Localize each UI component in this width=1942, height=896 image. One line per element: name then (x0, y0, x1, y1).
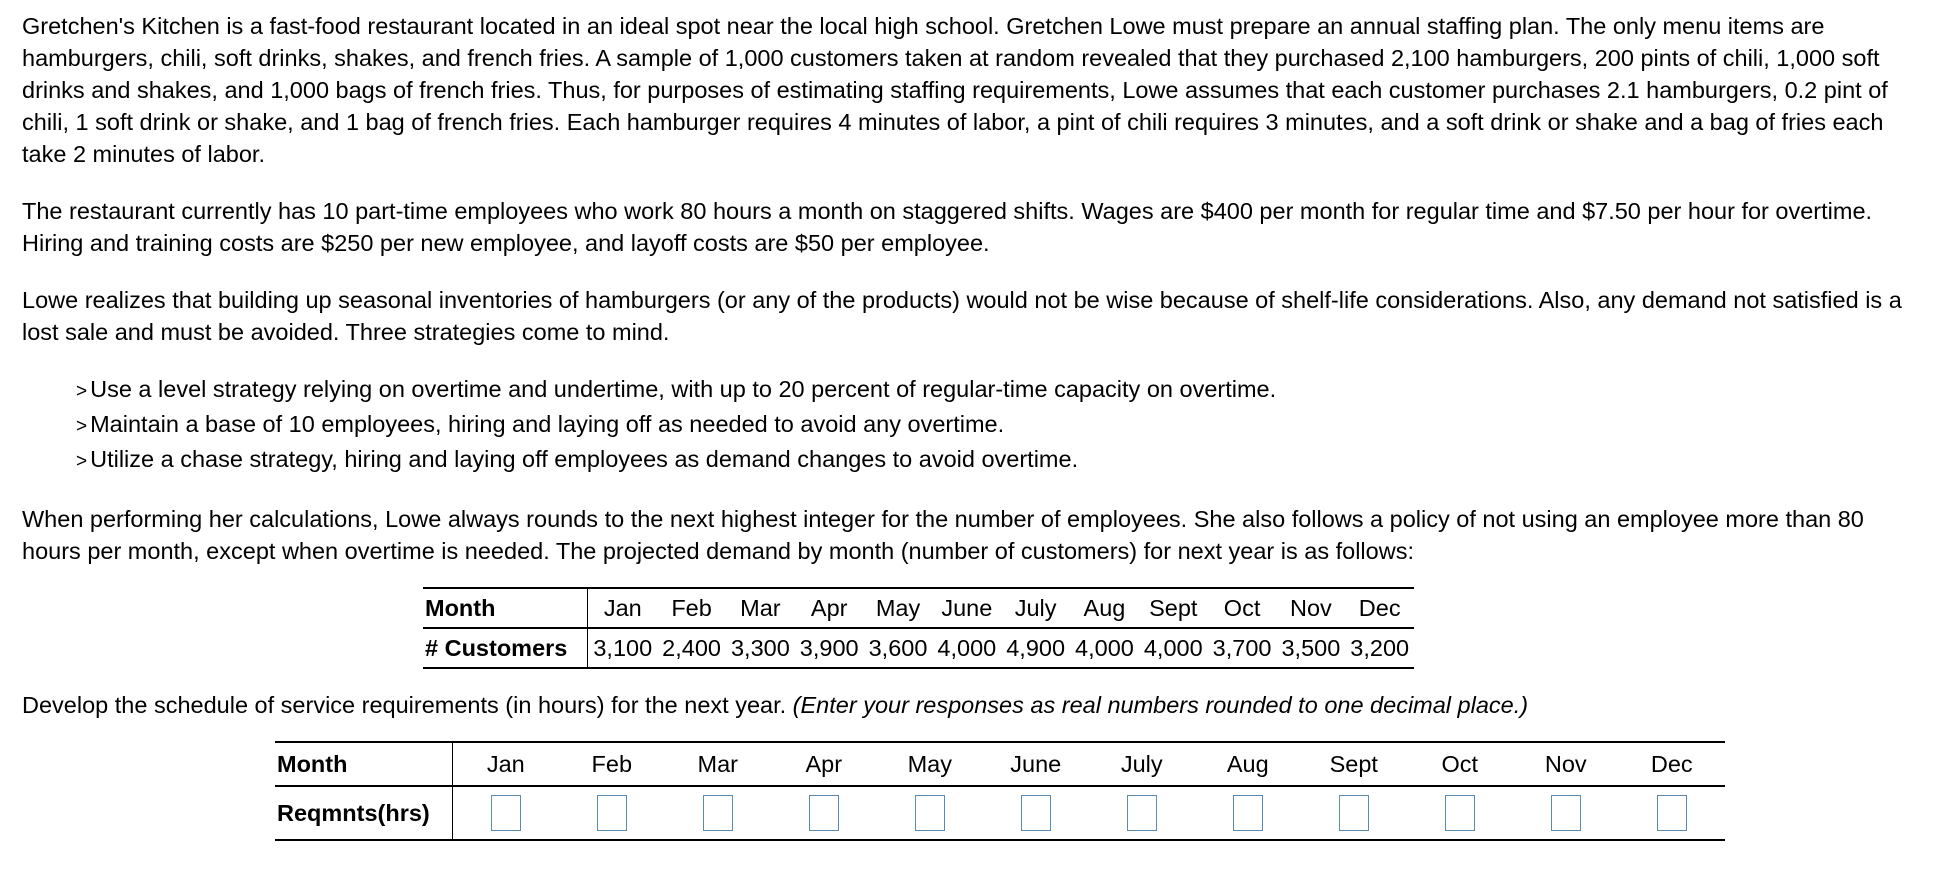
requirements-table-wrap (22, 741, 1920, 841)
bullet-marker: > (76, 416, 88, 437)
requirements-row-label: Reqmnts(hrs) (275, 786, 452, 840)
customers-value: 4,900 (1006, 635, 1066, 661)
demand-month: Aug (1070, 588, 1139, 628)
demand-month: Jan (588, 588, 657, 628)
requirements-month: June (983, 742, 1089, 786)
demand-month: Sept (1139, 588, 1208, 628)
june-requirement-input[interactable] (1021, 795, 1051, 831)
strategy-item (76, 443, 1920, 478)
requirements-month: Feb (559, 742, 665, 786)
dec-requirement-input[interactable] (1657, 795, 1687, 831)
demand-month: June (932, 588, 1001, 628)
requirements-header-row (275, 742, 1725, 786)
staffing-paragraph: The restaurant currently has 10 part-time employees who work 80 hours a month on staggered shifts. Wages are $400 per month for regular time and $7.50 per hour for overtime. Hiring and training costs are $250 per new employee, and layoff costs are $50 per employee. (22, 198, 1873, 256)
customers-value: 4,000 (1075, 635, 1134, 661)
strategy-text: Maintain a base of 10 employees, hiring and laying off as needed to avoid any overtime. (90, 411, 1005, 437)
customers-value: 4,000 (1143, 635, 1203, 661)
demand-month: Dec (1345, 588, 1414, 628)
requirements-month: Oct (1407, 742, 1513, 786)
oct-requirement-input[interactable] (1445, 795, 1475, 831)
nov-requirement-input[interactable] (1551, 795, 1581, 831)
bullet-marker: > (76, 451, 88, 472)
customers-value: 3,900 (799, 635, 859, 661)
instruction-text: Develop the schedule of service requirements (in hours) for the next year. (22, 692, 787, 718)
requirements-input-row (275, 786, 1725, 840)
mar-requirement-input[interactable] (703, 795, 733, 831)
requirements-month: Jan (452, 742, 559, 786)
customers-value: 2,400 (662, 635, 721, 661)
may-requirement-input[interactable] (915, 795, 945, 831)
demand-customers-row (423, 628, 1414, 668)
requirements-month: Mar (665, 742, 771, 786)
requirements-month: May (877, 742, 983, 786)
sept-requirement-input[interactable] (1339, 795, 1369, 831)
demand-month: Oct (1208, 588, 1277, 628)
requirements-header-label: Month (275, 742, 452, 786)
requirements-month: Aug (1195, 742, 1301, 786)
requirements-month: Dec (1619, 742, 1725, 786)
customers-value: 3,600 (868, 635, 928, 661)
feb-requirement-input[interactable] (597, 795, 627, 831)
strategy-text: Use a level strategy relying on overtime and undertime, with up to 20 percent of regular-time capacity on overtime. (90, 376, 1277, 402)
demand-table-wrap (22, 587, 1920, 669)
strategy-list (76, 373, 1920, 478)
demand-month: Feb (657, 588, 726, 628)
demand-month: Mar (726, 588, 795, 628)
jan-requirement-input[interactable] (491, 795, 521, 831)
demand-header-label: Month (423, 588, 588, 628)
demand-month: Apr (795, 588, 864, 628)
requirements-table (275, 741, 1725, 841)
demand-header-row (423, 588, 1414, 628)
requirements-month: July (1089, 742, 1195, 786)
requirements-month: Sept (1301, 742, 1407, 786)
requirements-month: Nov (1513, 742, 1619, 786)
customers-value: 3,100 (593, 635, 653, 661)
bullet-marker: > (76, 381, 88, 402)
demand-month: May (864, 588, 933, 628)
instruction (22, 689, 1920, 721)
demand-table (423, 587, 1414, 669)
inventory-paragraph: Lowe realizes that building up seasonal inventories of hamburgers (or any of the products) would not be wise because of shelf-life considerations. Also, any demand not satisfied is a lost sale and must be avoided. Three strategies come to mind. (22, 287, 1902, 345)
intro-paragraph: Gretchen's Kitchen is a fast-food restaurant located in an ideal spot near the local high school. Gretchen Lowe must prepare an annual staffing plan. The only menu items are hamburgers, chili, soft drinks, shakes, and french fries. A sample of 1,000 customers taken at random revealed that they purchased 2,100 hamburgers, 200 pints of chili, 1,000 soft drinks and shakes, and 1,000 bags of french fries. Thus, for purposes of estimating staffing requirements, Lowe assumes that each customer purchases 2.1 hamburgers, 0.2 pint of chili, 1 soft drink or shake, and 1 bag of french fries. Each hamburger requires 4 minutes of labor, a pint of chili requires 3 minutes, and a soft drink or shake and a bag of fries each take 2 minutes of labor. (22, 13, 1888, 167)
apr-requirement-input[interactable] (809, 795, 839, 831)
customers-row-label: # Customers (423, 628, 588, 668)
strategy-item (76, 373, 1920, 408)
customers-value: 3,200 (1350, 635, 1410, 661)
strategy-text: Utilize a chase strategy, hiring and laying off employees as demand changes to avoid overtime. (90, 446, 1079, 472)
customers-value: 3,300 (730, 635, 790, 661)
strategy-item (76, 408, 1920, 443)
policy-paragraph: When performing her calculations, Lowe always rounds to the next highest integer for the number of employees. She also follows a policy of not using an employee more than 80 hours per month, except when overtime is needed. The projected demand by month (number of customers) for next year is as follows: (22, 506, 1864, 564)
instruction-note: (Enter your responses as real numbers rounded to one decimal place.) (792, 692, 1529, 718)
customers-value: 4,000 (937, 635, 997, 661)
requirements-month: Apr (771, 742, 877, 786)
july-requirement-input[interactable] (1127, 795, 1157, 831)
demand-month: July (1001, 588, 1070, 628)
aug-requirement-input[interactable] (1233, 795, 1263, 831)
demand-month: Nov (1276, 588, 1345, 628)
customers-value: 3,700 (1212, 635, 1272, 661)
customers-value: 3,500 (1281, 635, 1341, 661)
